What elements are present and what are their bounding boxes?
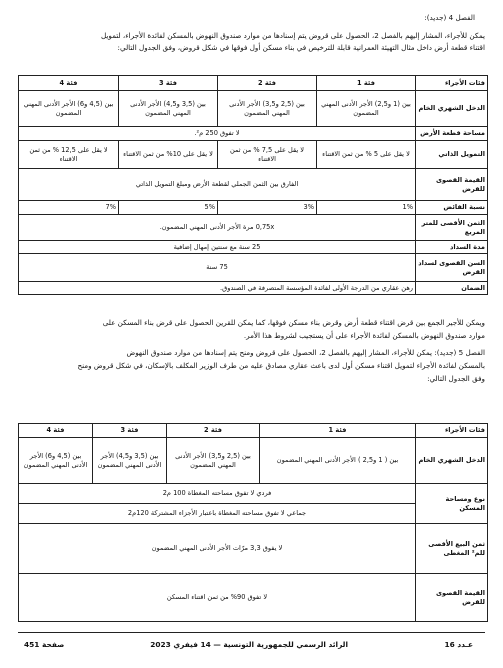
header-max-age: السن القصوى لسداد القرض xyxy=(416,254,488,282)
article-5-line-1: الفصل 5 (جديد): يمكن للأجراء، المشار إليهم بالفصل 2، الحصول على قروض ومنح يتم إسنادها من موارد صندوق النهوض xyxy=(126,348,485,357)
header-max-price-sqm: الثمن الأقصى للمتر المربع xyxy=(416,215,488,241)
t2-category-3: فئة 3 xyxy=(93,424,167,438)
combine-loans-line-2: موارد صندوق النهوض بالمسكن لفائدة الأجراء على أن يستجيب لشروط هذا الأمر. xyxy=(243,331,485,340)
header-land-area: مساحة قطعة الأرض xyxy=(416,127,488,141)
t2-header-dwelling-type: نوع ومساحة المسكن xyxy=(416,484,488,524)
rate-cat-2: 3% xyxy=(218,201,317,215)
article-5-line-3: وفق الجدول التالي: xyxy=(427,374,485,383)
header-guarantee: الضمان xyxy=(416,282,488,295)
footer-rule xyxy=(18,632,485,633)
self-fin-cat-3: لا يقل على 10% من ثمن الاقتناء xyxy=(119,141,218,169)
article-5-line-2: بالمسكن لفائدة الأجراء لتمويل اقتناء مسكن أول لدى باعث عقاري مصادق عليه من طرف الوزير المكلف بالإسكان، في شكل قروض ومنح xyxy=(77,361,485,370)
guarantee-value: رهن عقاري من الدرجة الأولى لفائدة المؤسسة المتصرفة في الصندوق. xyxy=(19,282,416,295)
max-price-sqm-value: 0,75x مرة الأجر الأدنى المهني المضمون. xyxy=(19,215,416,241)
header-income: الدخل الشهري الخام xyxy=(416,91,488,127)
header-self-financing: التمويل الذاتي xyxy=(416,141,488,169)
header-interest-rate: نسبة الفائض xyxy=(416,201,488,215)
header-max-loan: القيمة القصوى للقرض xyxy=(416,169,488,201)
article-4-line-1: يمكن للأجراء، المشار إليهم بالفصل 2، الحصول على قروض يتم إسنادها من موارد صندوق النهوض بالمسكن لفائدة الأجراء، لتمويل xyxy=(100,31,485,40)
t2-income-cat-4: بين (4,5 و6) الأجر الأدنى المهني المضمون xyxy=(19,438,93,484)
footer-issue: عـدد 16 xyxy=(444,640,473,649)
income-cat-1: بين (1 و2,5) الأجر الأدنى المهني المضمون xyxy=(317,91,416,127)
t2-header-categories: فئات الأجراء xyxy=(416,424,488,438)
t2-income-cat-2: بين (2,5 و3,5) الأجر الأدنى المهني المضمون xyxy=(167,438,260,484)
repayment-period-value: 25 سنة مع سنتين إمهال إضافية xyxy=(19,241,416,254)
self-fin-cat-1: لا يقل على 5 % من ثمن الاقتناء xyxy=(317,141,416,169)
t2-header-max-loan: القيمة القصوى للقرض xyxy=(416,574,488,622)
footer-journal: الرائد الرسمي للجمهورية التونسية — 14 فيفري 2023 xyxy=(150,640,348,649)
t2-income-cat-3: بين (3,5 و4,5) الأجر الأدنى المهني المضمون xyxy=(93,438,167,484)
t2-category-2: فئة 2 xyxy=(167,424,260,438)
footer-page: صفحة 451 xyxy=(24,640,65,649)
category-2: فئة 2 xyxy=(218,76,317,91)
t2-income-cat-1: بين ( 1 و2,5 ) الأجر الأدنى المهني المضمون xyxy=(260,438,416,484)
max-age-value: 75 سنة xyxy=(19,254,416,282)
category-1: فئة 1 xyxy=(317,76,416,91)
category-3: فئة 3 xyxy=(119,76,218,91)
self-fin-cat-2: لا يقل على 7,5 % من ثمن الاقتناء xyxy=(218,141,317,169)
land-loan-table xyxy=(18,75,488,295)
dwelling-collective: جماعي لا تفوق مساحته المغطاة باعتبار الأجزاء المشتركة 120م2 xyxy=(19,504,416,524)
self-fin-cat-4: لا يقل على 12,5 % من ثمن الاقتناء xyxy=(19,141,119,169)
combine-loans-line-1: ويمكن للأجير الجمع بين قرض اقتناء قطعة أرض وقرض بناء مسكن فوقها، كما يمكن للقرين الحصول على قرض بناء المسكن على xyxy=(102,318,485,327)
rate-cat-1: 1% xyxy=(317,201,416,215)
article-4-title: الفصل 4 (جديد): xyxy=(424,13,475,22)
t2-max-loan-value: لا تفوق 90% من ثمن اقتناء المسكن xyxy=(19,574,416,622)
t2-category-4: فئة 4 xyxy=(19,424,93,438)
header-categories: فئات الأجراء xyxy=(416,76,488,91)
t2-header-max-price: ثمن البيع الأقصى للم² المغطى xyxy=(416,524,488,574)
header-repayment-period: مدة السداد xyxy=(416,241,488,254)
rate-cat-3: 5% xyxy=(119,201,218,215)
t2-header-income: الدخل الشهري الخام xyxy=(416,438,488,484)
land-area-value: لا تفوق 250 م². xyxy=(19,127,416,141)
t2-max-price-value: لا يفوق 3,3 مرّات الأجر الأدنى المهني المضمون xyxy=(19,524,416,574)
income-cat-4: بين (4,5 و6) الأجر الأدنى المهني المضمون xyxy=(19,91,119,127)
category-4: فئة 4 xyxy=(19,76,119,91)
max-loan-value: الفارق بين الثمن الجملي لقطعة الأرض ومبلغ التمويل الذاتي xyxy=(19,169,416,201)
income-cat-3: بين (3,5 و4,5) الأجر الأدنى المهني المضمون xyxy=(119,91,218,127)
dwelling-individual: فردي لا تفوق مساحته المغطاة 100 م2 xyxy=(19,484,416,504)
rate-cat-4: 7% xyxy=(19,201,119,215)
income-cat-2: بين (2,5 و3,5) الأجر الأدنى المهني المضمون xyxy=(218,91,317,127)
housing-loan-table xyxy=(18,423,488,622)
article-4-line-2: اقتناء قطعة أرض داخل مثال التهيئة العمرانية قابلة للترخيص في بناء مسكن أول فوقها في شكل قروض، وفق الجدول التالي: xyxy=(117,43,485,52)
t2-category-1: فئة 1 xyxy=(260,424,416,438)
